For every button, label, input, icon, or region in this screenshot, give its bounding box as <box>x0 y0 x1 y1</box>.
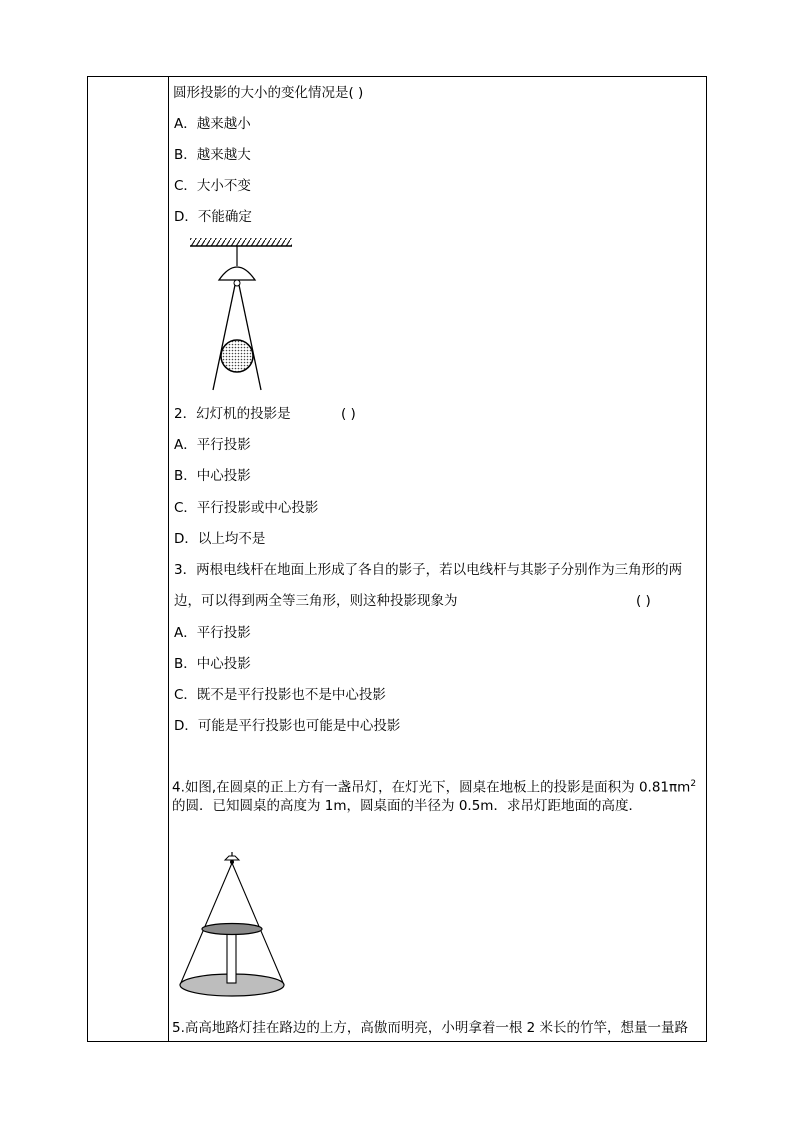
q1-stem: 圆形投影的大小的变化情况是( ) <box>173 85 364 101</box>
q3-option-a: A．平行投影 <box>174 625 251 641</box>
q3-answer-bracket: ( ) <box>636 593 651 609</box>
q2-option-a: A．平行投影 <box>174 437 251 453</box>
q4-stem-line2: 的圆．已知圆桌的高度为 1m，圆桌面的半径为 0.5m．求吊灯距地面的高度． <box>172 798 642 814</box>
q4-stem-line1 <box>172 775 696 797</box>
q3-option-d: D．可能是平行投影也可能是中心投影 <box>174 718 401 734</box>
column-divider <box>168 77 169 1041</box>
ball <box>221 340 253 372</box>
q3-stem-line1: 3．两根电线杆在地面上形成了各自的影子，若以电线杆与其影子分别作为三角形的两 <box>174 562 683 578</box>
q3-option-c: C．既不是平行投影也不是中心投影 <box>174 687 386 703</box>
q2-option-d: D．以上均不是 <box>174 531 266 547</box>
q4-superscript: 2 <box>690 779 697 789</box>
lamp-ball-figure <box>180 232 300 394</box>
q1-option-d: D．不能确定 <box>174 209 252 225</box>
lamp-shade <box>219 267 255 280</box>
q2-option-c: C．平行投影或中心投影 <box>174 500 319 516</box>
q2-option-b: B．中心投影 <box>174 468 251 484</box>
q5-stem-line1: 5.高高地路灯挂在路边的上方，高傲而明亮，小明拿着一根 2 米长的竹竿，想量一量路 <box>172 1020 689 1036</box>
q1-option-b: B．越来越大 <box>174 147 251 163</box>
q4-stem-line1-text: 4.如图,在圆桌的正上方有一盏吊灯，在灯光下，圆桌在地板上的投影是面积为 0.81πm <box>172 779 691 796</box>
lamp-top <box>225 856 239 860</box>
q1-option-a: A．越来越小 <box>174 116 251 132</box>
table-top <box>202 924 262 935</box>
lamp-table-figure <box>175 850 290 1000</box>
q2-answer-bracket: ( ) <box>341 406 356 422</box>
light-ray-left <box>213 285 235 390</box>
light-ray-right <box>239 285 261 390</box>
ceiling-hatch <box>190 238 292 246</box>
table-leg <box>227 930 236 983</box>
q3-option-b: B．中心投影 <box>174 656 251 672</box>
q1-option-c: C．大小不变 <box>174 178 251 194</box>
q3-stem-line2: 边，可以得到两全等三角形，则这种投影现象为 <box>174 593 458 609</box>
q2-stem: 2．幻灯机的投影是 <box>174 406 291 422</box>
